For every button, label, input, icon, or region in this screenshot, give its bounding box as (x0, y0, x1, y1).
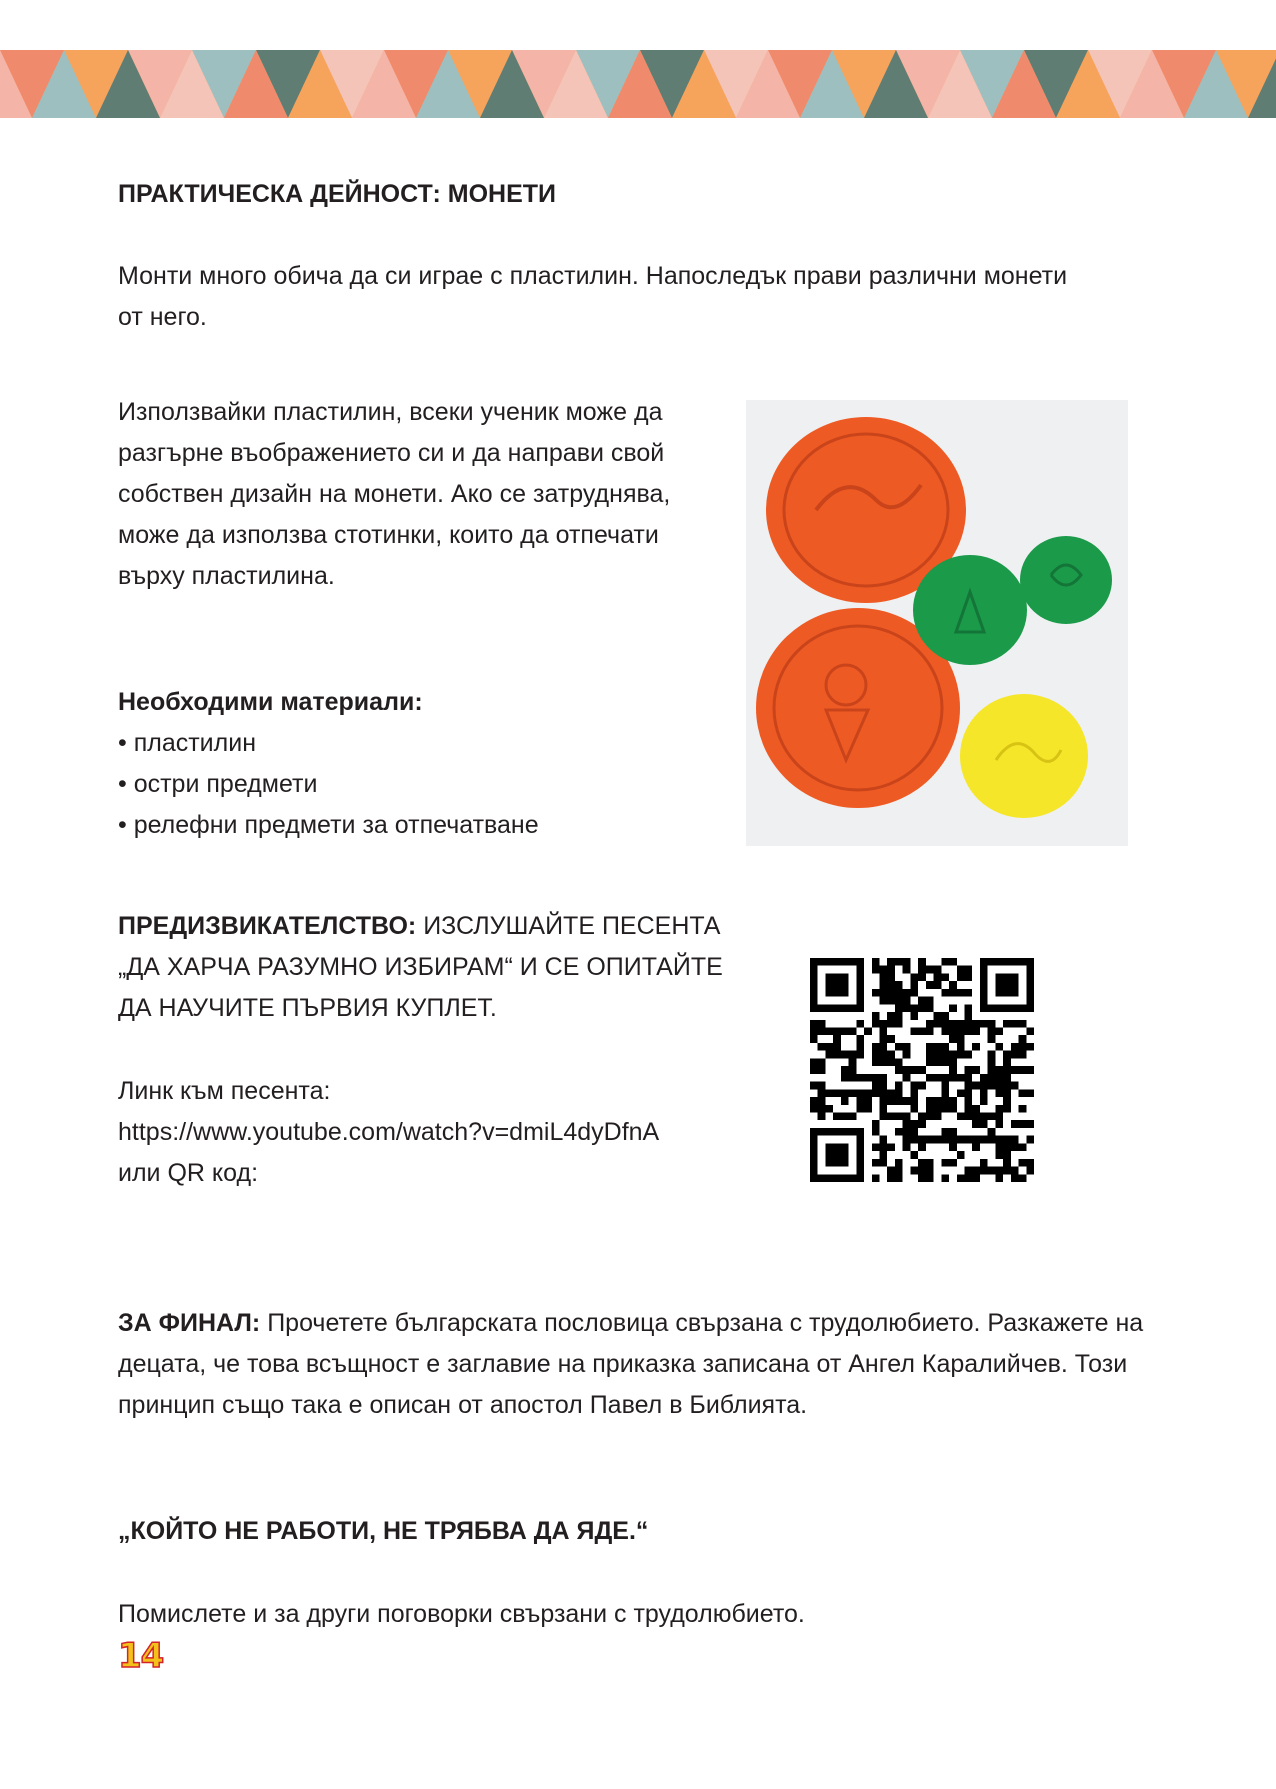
page-number: 14 (118, 1636, 164, 1676)
intro-paragraph: Монти много обича да си играе с пластилин. Напоследък прави различни монети от него. (118, 262, 1068, 331)
challenge-text: ИЗСЛУШАЙТЕ ПЕСЕНТА „ДА ХАРЧА РАЗУМНО ИЗБИРАМ“ И СЕ ОПИТАЙТЕ ДА НАУЧИТЕ ПЪРВИЯ КУПЛЕТ. (118, 912, 723, 1022)
song-link-label: Линк към песента: (118, 1077, 331, 1105)
proverb: „КОЙТО НЕ РАБОТИ, НЕ ТРЯБВА ДА ЯДЕ.“ (118, 1517, 649, 1545)
challenge-label: ПРЕДИЗВИКАТЕЛСТВО: (118, 912, 417, 940)
materials-list-item: • остри предмети (118, 764, 718, 805)
section-title: ПРАКТИЧЕСКА ДЕЙНОСТ: МОНЕТИ (118, 180, 557, 208)
final-label: ЗА ФИНАЛ: (118, 1309, 261, 1337)
song-link-url[interactable]: https://www.youtube.com/watch?v=dmiL4dyDfnA (118, 1118, 660, 1146)
materials-list-item: • пластилин (118, 723, 718, 764)
qr-code[interactable] (810, 958, 1034, 1182)
final-paragraph (118, 1303, 1148, 1426)
challenge-paragraph (118, 906, 758, 1029)
decorative-triangle-banner (0, 50, 1276, 118)
plasticine-coins-photo (746, 400, 1128, 846)
song-link-block (118, 1071, 758, 1194)
qr-code-caption: или QR код: (118, 1159, 259, 1187)
materials-list (118, 723, 718, 846)
materials-section (118, 682, 718, 846)
final-text: Прочетете българската пословица свързана с трудолюбието. Разкажете на децата, че това всъщност е заглавие на приказка записана от Ангел Каралийчев. Този принцип също така е описан от апостол Павел в Библията. (118, 1309, 1144, 1419)
closing-paragraph: Помислете и за други поговорки свързани с трудолюбието. (118, 1600, 805, 1628)
activity-description: Използвайки пластилин, всеки ученик може да разгърне въображението си и да направи свой собствен дизайн на монети. Ако се затруднява, може да използва стотинки, които да отпечати върху пластилина. (118, 398, 671, 590)
materials-heading: Необходими материали: (118, 688, 423, 716)
materials-list-item: • релефни предмети за отпечатване (118, 805, 718, 846)
